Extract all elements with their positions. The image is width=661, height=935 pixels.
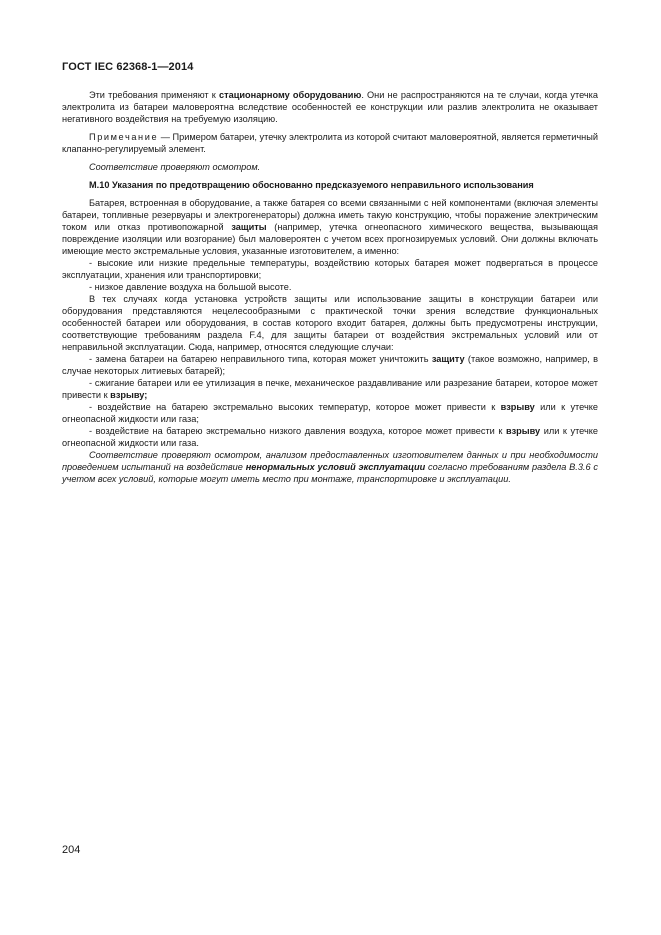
document-header: ГОСТ IEC 62368-1—2014 <box>62 61 194 73</box>
list-item: - сжигание батареи или ее утилизация в печке, механическое раздавливание или разрезание батареи, которое может привести к взрыву; <box>62 378 598 400</box>
list-item: - воздействие на батарею экстремально низкого давления воздуха, которое может привести к взрыву или к утечке огнеопасной жидкости или газа. <box>62 426 599 448</box>
list-item: - высокие или низкие предельные температуры, воздействию которых батарея может подвергаться в процессе эксплуатации, хранения или транспортировки; <box>62 258 598 280</box>
term-stationary-equipment: стационарному оборудованию <box>219 90 362 100</box>
term-protection: защиту <box>431 354 465 364</box>
term-explosion: взрыву <box>505 426 541 436</box>
section-title-m10: М.10 Указания по предотвращению обоснованно предсказуемого неправильного использования <box>89 180 534 190</box>
list-item: - замена батареи на батарею неправильного типа, которая может уничтожить защиту (такое возможно, например, в случае некоторых литиевых батарей); <box>62 354 598 376</box>
paragraph-battery-construction: Батарея, встроенная в оборудование, а также батарея со всеми связанными с ней компонентами (включая элементы батареи, топливные резервуары и электрогенераторы) должна иметь такую конструкцию, чтобы поражение электрическим током или отказ противопожарной защиты (например, утечка огнеопасного химического вещества, вызывающая повреждение изоляции или возгорание) был маловероятен с учетом всех прогнозируемых условий. Они должны включать имеющие место экстремальные условия, указанные изготовителем, а именно: <box>62 198 598 256</box>
paragraph-instructions: В тех случаях когда установка устройств защиты или использование защиты в конструкции батареи или оборудования представляются нецелесообразными с практической точки зрения вследствие функциональных особенностей батареи или оборудования, в состав которого входит батарея, должны быть предусмотрены инструкции, соответствующие требованиям раздела F.4, для защиты батареи от воздействия экстремальных условий или от неправильной эксплуатации. Сюда, например, относятся следующие случаи: <box>62 294 598 352</box>
term-abnormal-operating-conditions: ненормальных условий эксплуатации <box>245 462 426 472</box>
page-body <box>62 89 598 485</box>
note <box>62 131 598 155</box>
term-explosion: взрыву; <box>110 390 148 400</box>
list-item: - низкое давление воздуха на большой высоте. <box>89 282 292 292</box>
term-explosion: взрыву <box>500 402 535 412</box>
term-protection: защиты <box>231 222 267 232</box>
note-text: — Примером батареи, утечку электролита из которой считают маловероятной, является герметичный клапанно-регулируемый элемент. <box>62 132 598 154</box>
list-item: - воздействие на батарею экстремально высоких температур, которое может привести к взрыву или к утечке огнеопасной жидкости или газа; <box>62 402 598 424</box>
note-label: Примечание <box>89 132 159 142</box>
compliance-statement-2: Соответствие проверяют осмотром, анализом предоставленных изготовителем данных и при необходимости проведением испытаний на воздействие ненормальных условий эксплуатации согласно требованиям раздела В.3.6 с учетом всех условий, которые могут иметь место при монтаже, транспортировке и эксплуатации. <box>62 450 598 484</box>
compliance-statement-1: Соответствие проверяют осмотром. <box>89 162 261 172</box>
paragraph-stationary-equipment: Эти требования применяют к стационарному оборудованию. Они не распространяются на те случаи, когда утечка электролита из батареи маловероятна вследствие особенностей ее конструкции или разлив электролита не оказывает негативного воздействия на требуемую изоляцию. <box>62 90 599 124</box>
page-number: 204 <box>62 844 81 856</box>
